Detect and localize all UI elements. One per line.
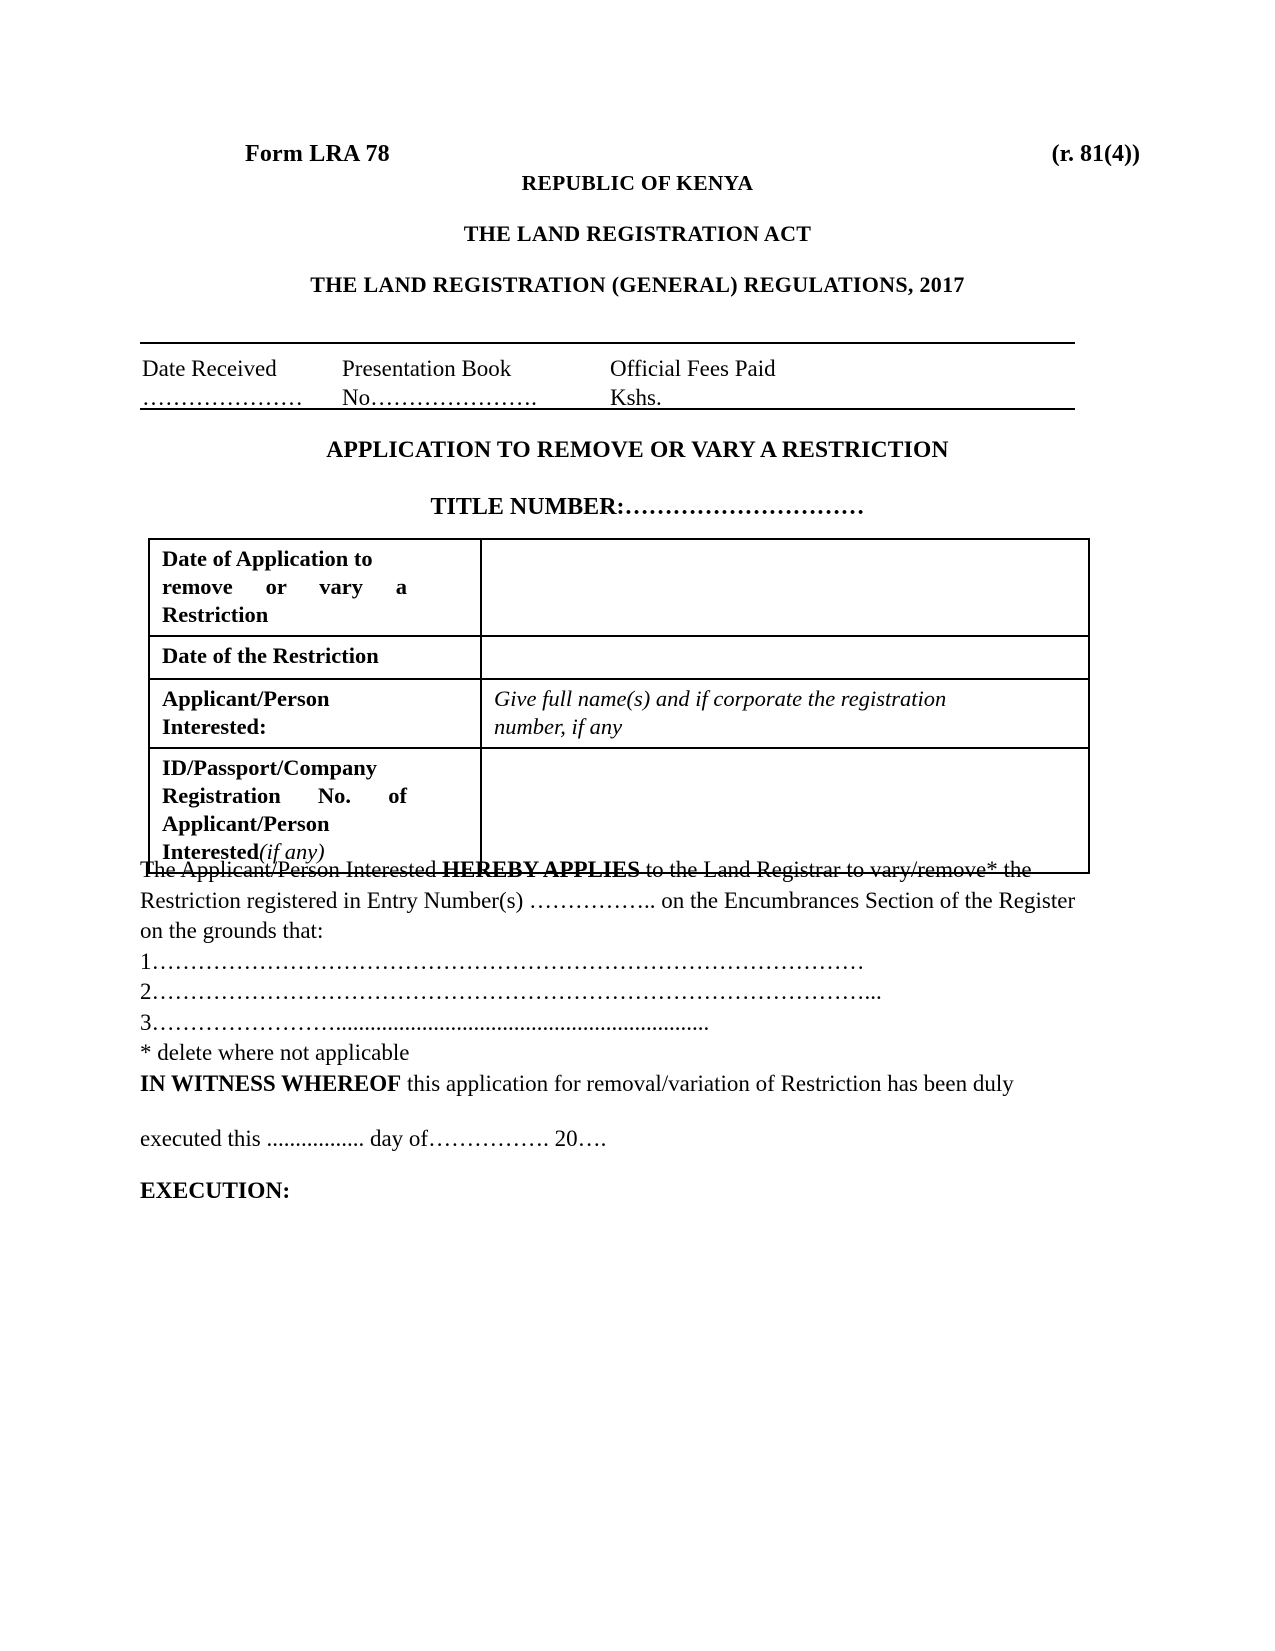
- ground-line-2[interactable]: 2…………………………………………………………………………………...: [140, 979, 882, 1004]
- official-fees-label: Official Fees Paid: [610, 356, 776, 381]
- date-received-label: Date Received: [142, 356, 277, 381]
- application-body: [140, 855, 1076, 1099]
- label-line-italic: (if any): [259, 839, 325, 864]
- ground-line-3[interactable]: 3…………………….................................................................: [140, 1009, 710, 1035]
- hereby-applies-emphasis: HEREBY APPLIES: [442, 857, 641, 882]
- ground-line-1[interactable]: 1…………………………………………………………………………………: [140, 948, 865, 974]
- footnote-delete-where-not-applicable: * delete where not applicable: [140, 1040, 410, 1065]
- country-heading: REPUBLIC OF KENYA: [521, 171, 754, 195]
- paragraph-text: this application for removal/variation of Restriction has been duly: [401, 1070, 1014, 1096]
- application-details-table: [148, 538, 1090, 874]
- row-value-date-of-restriction[interactable]: [481, 636, 1089, 679]
- label-line: Registration No. of: [162, 783, 407, 808]
- value-hint: number, if any: [494, 714, 623, 739]
- row-value-applicant-person-interested[interactable]: [481, 679, 1089, 748]
- title-number-field[interactable]: TITLE NUMBER:…………………………: [430, 494, 865, 520]
- regulations-heading: THE LAND REGISTRATION (GENERAL) REGULATIONS, 2017: [310, 272, 965, 297]
- table-row: [149, 539, 1089, 636]
- label-line: Applicant/Person: [162, 686, 330, 711]
- label-line: Date of Application to: [162, 546, 373, 571]
- row-label-applicant-person-interested: [149, 679, 481, 748]
- value-hint: Give full name(s) and if corporate the registration: [494, 686, 947, 711]
- row-label-date-of-restriction: Date of the Restriction: [149, 636, 481, 679]
- row-label-date-of-application: [149, 539, 481, 636]
- in-witness-whereof-paragraph: [140, 1069, 1076, 1100]
- application-title: APPLICATION TO REMOVE OR VARY A RESTRICTION: [326, 437, 949, 463]
- witness-emphasis: IN WITNESS WHEREOF: [140, 1070, 402, 1096]
- execution-heading: EXECUTION:: [140, 1178, 291, 1204]
- receipt-strip: [140, 342, 1075, 410]
- presentation-book-field[interactable]: No………………….: [342, 385, 537, 410]
- label-line: ID/Passport/Company: [162, 755, 378, 780]
- official-fees-field[interactable]: Kshs.: [610, 385, 662, 410]
- label-line: Restriction: [162, 602, 269, 627]
- act-heading: THE LAND REGISTRATION ACT: [463, 221, 812, 246]
- label-line: remove or vary a: [162, 574, 407, 599]
- table-row: [149, 636, 1089, 679]
- executed-date-line[interactable]: executed this ................. day of……………. 20….: [140, 1126, 607, 1151]
- form-code: Form LRA 78: [245, 141, 390, 167]
- row-value-date-of-application[interactable]: [481, 539, 1089, 636]
- label-line: Applicant/Person: [162, 811, 330, 836]
- regulation-reference: (r. 81(4)): [1051, 141, 1140, 167]
- paragraph-text: The Applicant/Person Interested: [140, 857, 443, 882]
- presentation-book-label: Presentation Book: [342, 356, 512, 381]
- document-header: [140, 141, 1140, 171]
- hereby-applies-paragraph: [140, 855, 1076, 947]
- table-row: [149, 679, 1089, 748]
- label-line: Interested: [162, 839, 260, 864]
- label-line: Interested:: [162, 714, 267, 739]
- date-received-field[interactable]: …………………: [142, 385, 303, 410]
- paragraph-text: to the Land Registrar to vary/remove* the Restriction registered in Entry Number(s) …………….. on the Encumbrances Section of the Register on the grounds that:: [140, 857, 1076, 943]
